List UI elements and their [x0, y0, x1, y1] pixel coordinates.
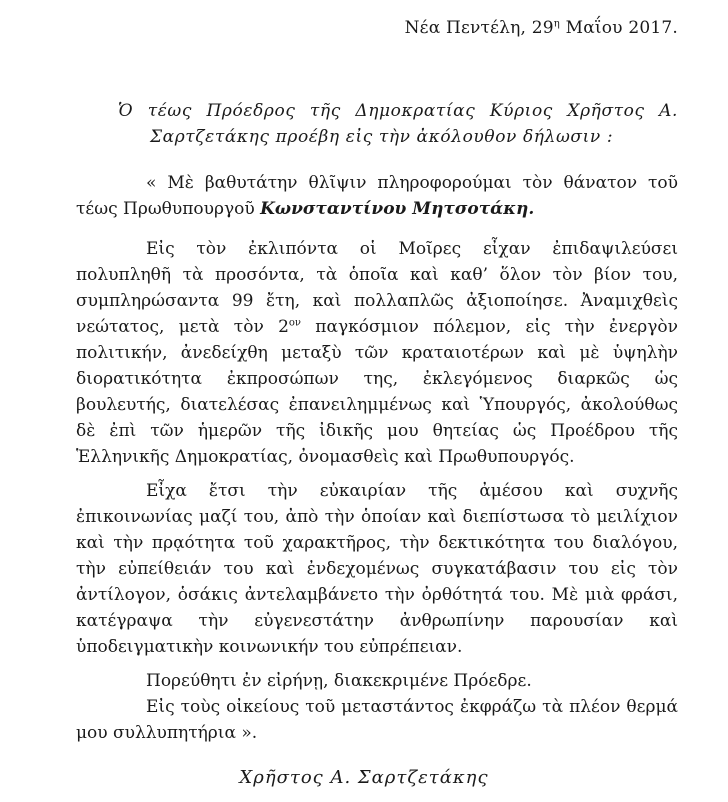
date-month-year: Μαΐου 2017.	[565, 18, 678, 38]
paragraph-2	[76, 236, 678, 470]
date-day: 29	[531, 18, 554, 38]
paragraph-2-text-a: Εἰς τὸν ἐκλιπόντα οἱ Μοῖρες εἶχαν ἐπιδαψιλεύσει πολυπληθῆ τὰ προσόντα, τὰ ὁποῖα καὶ καθ’ ὅλον τὸν βίον του, συμπληρώσαντα 99 ἔτη, καὶ πολλαπλῶς ἀξιοποίησε. Ἀναμιχθεὶς νεώτατος, μετὰ τὸν 2	[76, 239, 678, 337]
signature: Χρῆστος Α. Σαρτζετάκης	[239, 767, 489, 788]
deceased-name: Κωνσταντίνου Μητσοτάκη.	[260, 199, 535, 219]
date-place: Νέα Πεντέλη,	[404, 18, 527, 38]
paragraph-1-text: « Μὲ βαθυτάτην θλῖψιν πληροφορούμαι τὸν θάνατον τοῦ τέως Πρωθυπουργοῦ	[76, 173, 678, 219]
paragraph-3-text: Εἶχα ἔτσι τὴν εὐκαιρίαν τῆς ἀμέσου καὶ συχνῆς ἐπικοινωνίας μαζί του, ἀπὸ τὴν ὁποίαν καὶ διεπίστωσα τὸ μειλίχιον καὶ τὴν πρᾳότητα τοῦ χαρακτῆρος, τὴν δεκτικότητα του διαλόγου, τὴν εὐπείθειάν του καὶ ἐνδεχομένως συγκατάβασιν του εἰς τὸν ἀντίλογον, ὁσάκις ἀντελαμβάνετο τὴν ὀρθότητά του. Μὲ μιὰ φράσι, κατέγραψα τὴν εὐγενεστάτην ἀνθρωπίνην παρουσίαν καὶ ὑποδειγματικὴν κοινωνικήν του εὐπρέπειαν.	[76, 481, 678, 657]
closing-paragraphs	[76, 668, 678, 746]
farewell-line: Πορεύθητι ἐν εἰρήνῃ, διακεκριμένε Πρόεδρε.	[146, 671, 532, 691]
intro-line-1: Ὁ τέως Πρόεδρος τῆς Δημοκρατίας Κύριος Χρῆστος Α.	[118, 101, 678, 121]
paragraph-2-text-b: παγκόσμιον πόλεμον, εἰς τὴν ἐνεργὸν πολιτικήν, ἀνεδείχθη μεταξὺ τῶν κραταιοτέρων καὶ μὲ ὑψηλὴν διορατικότητα ἐκπροσώπων της, ἐκλεγόμενος διαρκῶς ὡς βουλευτής, διατελέσας ἐπανειλημμένως καὶ Ὑπουργός, ἀκολούθως δὲ ἐπὶ τῶν ἡμερῶν τῆς ἰδικῆς μου θητείας ὡς Προέδρου τῆς Ἑλληνικῆς Δημοκρατίας, ὀνομασθεὶς καὶ Πρωθυπουργός.	[76, 317, 678, 467]
intro-line-2: Σαρτζετάκης προέβη εἰς τὴν ἀκόλουθον δήλωσιν :	[150, 127, 614, 147]
condolences-text: Εἰς τοὺς οἰκείους τοῦ μεταστάντος ἐκφράζω τὰ πλέον θερμά μου συλλυπητήρια ».	[76, 697, 678, 743]
paragraph-1	[76, 170, 678, 222]
paragraph-3	[76, 478, 678, 660]
intro-statement	[118, 98, 678, 150]
date-day-suffix: η	[553, 18, 560, 30]
ordinal-suffix: ον	[288, 317, 301, 329]
date-line	[405, 18, 678, 38]
